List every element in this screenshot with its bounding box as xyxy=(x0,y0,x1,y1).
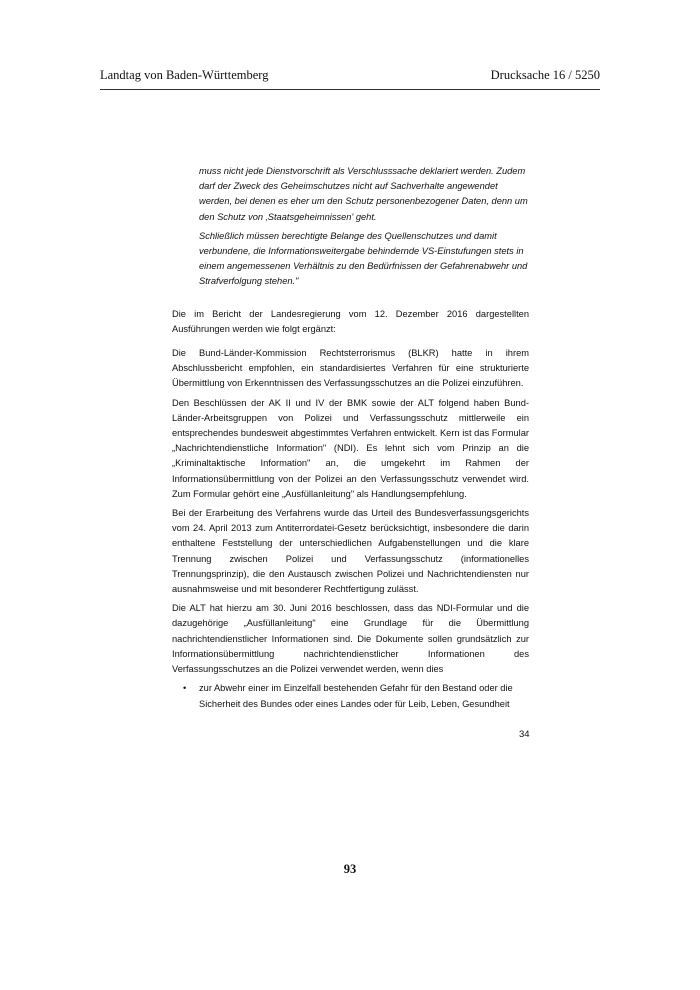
bullet-icon: • xyxy=(183,683,187,694)
header-document-number: Drucksache 16 / 5250 xyxy=(490,68,600,82)
body-paragraph: Bei der Erarbeitung des Verfahrens wurde das Urteil des Bundesverfassungsgerichts vom 24. April 2013 zum Antiterrordatei-Gesetz berücksichtigt, insbesondere die darin enthaltene Feststellung der unterschiedlichen Aufgabenstellungen und die klare Trennung zwischen Polizei und Verfassungsschutz (informationelles Trennungsprinzip), die den Austausch zwischen Polizei und Nachrichtendiensten nur ausnahmsweise und mit besonderer Rechtfertigung zulässt. xyxy=(172,508,529,595)
inner-page-number: 34 xyxy=(519,729,530,740)
print-page-number: 93 xyxy=(343,862,357,876)
page-header xyxy=(100,68,600,90)
page-content xyxy=(172,164,529,712)
quote-paragraph: Schließlich müssen berechtigte Belange des Quellenschutzes und damit verbundene, die Informationsweitergabe behindernde VS-Einstufungen stets in einem angemessenen Verhältnis zu den Bedürfnissen der Gefahrenabwehr und Strafverfolgung stehen." xyxy=(199,230,528,287)
body-paragraph: Die Bund-Länder-Kommission Rechtsterrorismus (BLKR) hatte in ihrem Abschlussbericht empfohlen, ein standardisiertes Verfahren für eine strukturierte Übermittlung von Erkenntnissen des Verfassungsschutzes an die Polizei einzuführen. xyxy=(172,348,529,389)
header-parliament: Landtag von Baden-Württemberg xyxy=(100,68,269,82)
body-paragraph: Die ALT hat hierzu am 30. Juni 2016 beschlossen, dass das NDI-Formular und die dazugehörige „Ausfüllanleitung" eine Grundlage für die Übermittlung nachrichtendienstlicher Informationen sind. Die Dokumente sollen grundsätzlich zur Informationsübermittlung nachrichtendienstlicher Informationen des Verfassungsschutzes an die Polizei verwendet werden, wenn dies xyxy=(172,603,529,675)
body-paragraph: Den Beschlüssen der AK II und IV der BMK sowie der ALT folgend haben Bund-Länder-Arbeitsgruppen von Polizei und Verfassungsschutz mittlerweile ein entsprechendes bundesweit abgestimmtes Verfahren entwickelt. Kern ist das Formular „Nachrichtendienstliche Information" (NDI). Es lehnt sich vom Prinzip an die „Kriminaltaktische Information" an, die umgekehrt im Rahmen der Informationsübermittlung von der Polizei an den Verfassungsschutz verwendet wird. Zum Formular gehört eine „Ausfüllanleitung" als Handlungsempfehlung. xyxy=(172,397,529,499)
body-paragraph: Die im Bericht der Landesregierung vom 12. Dezember 2016 dargestellten Ausführungen werden wie folgt ergänzt: xyxy=(172,308,529,334)
quote-paragraph: muss nicht jede Dienstvorschrift als Verschlusssache deklariert werden. Zudem darf der Zweck des Geheimschutzes nicht auf Sachverhalte angewendet werden, bei denen es eher um den Schutz personenbezogener Daten, denn um den Schutz von ‚Staatsgeheimnissen' geht. xyxy=(199,166,528,222)
bullet-item xyxy=(172,681,529,711)
bullet-text: zur Abwehr einer im Einzelfall bestehenden Gefahr für den Bestand oder die Sicherheit des Bundes oder eines Landes oder für Leib, Leben, Gesundheit xyxy=(199,683,513,709)
quote-block xyxy=(172,164,529,290)
